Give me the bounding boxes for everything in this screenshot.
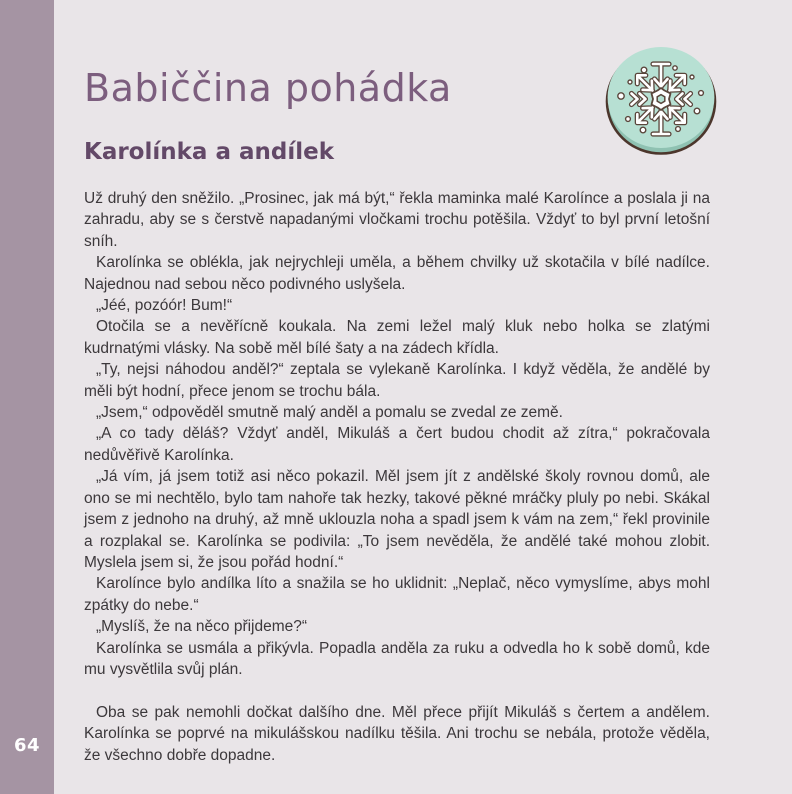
story-paragraph: „Ty, nejsi náhodou anděl?“ zeptala se vylekaně Karolínka. I když věděla, že andělé by měli být hodní, přece jenom se trochu bála. [84, 361, 710, 400]
page-number: 64 [13, 735, 41, 756]
story-paragraph: „A co tady děláš? Vždyť anděl, Mikuláš a čert budou chodit až zítra,“ pokračovala nedůvěřivě Karolínka. [84, 425, 710, 464]
story-title: Karolínka a andílek [84, 139, 335, 165]
story-paragraph: Oba se pak nemohli dočkat dalšího dne. Měl přece přijít Mikuláš s čertem a andělem. Karolínka se poprvé na mikulášskou nadílku těšila. Ani trochu se nebála, protože věděla, že všechno dobře dopadne. [84, 703, 710, 764]
story-paragraph: Karolínka se oblékla, jak nejrychleji uměla, a během chvilky už skotačila v bílé nadílce. Najednou nad sebou něco podivného uslyšela. [84, 254, 710, 293]
story-paragraph: „Jéé, pozóór! Bum!“ [96, 297, 233, 315]
book-title: Babiččina pohádka [84, 66, 452, 110]
story-paragraph: Už druhý den sněžilo. „Prosinec, jak má být,“ řekla maminka malé Karolínce a poslala ji na zahradu, aby se s čerstvě napadanými vločkami trochu potěšila. Vždyť to byl první letošní sníh. [84, 190, 710, 250]
story-paragraph: Karolínce bylo andílka líto a snažila se ho uklidnit: „Neplač, něco vymyslíme, abys mohl zpátky do nebe.“ [84, 575, 710, 614]
page-content [84, 0, 710, 766]
story-body [84, 188, 710, 766]
story-paragraph: „Myslíš, že na něco přijdeme?“ [96, 618, 308, 636]
page-margin-strip [0, 0, 54, 794]
story-paragraph: „Já vím, já jsem totiž asi něco pokazil. Měl jsem jít z andělské školy rovnou domů, ale ono se mi nechtělo, bylo tam nahoře tak hezky, takové pěkné mráčky pluly po nebi. Skákal jsem z jednoho na druhý, až mně uklouzla noha a spadl jsem k vám na zem,“ řekl provinile a rozplakal se. Karolínka se podivila: „To jsem nevěděla, že andělé také mohou zlobit. Myslela jsem si, že jsou pořád hodní.“ [84, 468, 710, 571]
story-paragraph: Karolínka se usmála a přikývla. Popadla anděla za ruku a odvedla ho k sobě domů, kde mu vysvětlila svůj plán. [84, 639, 710, 678]
story-paragraph: „Jsem,“ odpověděl smutně malý anděl a pomalu se zvedal ze země. [96, 404, 563, 422]
story-paragraph: Otočila se a nevěřícně koukala. Na zemi ležel malý kluk nebo holka se zlatými kudrnatými vlásky. Na sobě měl bílé šaty a na zádech křídla. [84, 318, 710, 357]
